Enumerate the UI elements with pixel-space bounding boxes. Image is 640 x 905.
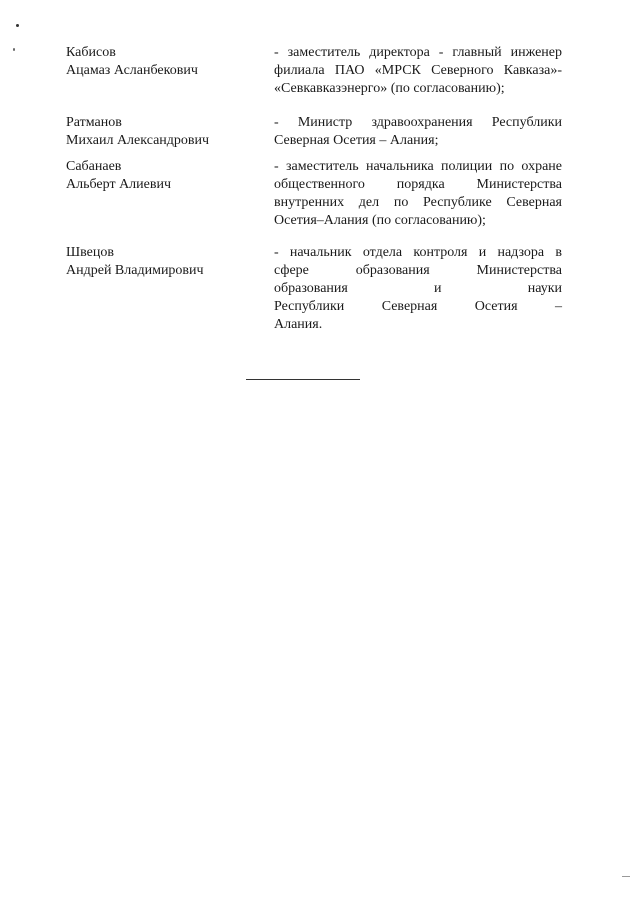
member-role — [274, 44, 562, 98]
member-given-name: Андрей Владимирович — [66, 263, 204, 278]
member-role — [274, 114, 562, 150]
role-line: «Севкавказэнерго» (по согласованию); — [274, 81, 505, 96]
role-line: Алания. — [274, 317, 323, 332]
role-line: Осетия–Алания (по согласованию); — [274, 213, 486, 228]
scan-dot-mark — [13, 48, 15, 51]
member-given-name: Альберт Алиевич — [66, 177, 172, 192]
role-line: - заместитель директора - главный инженер — [274, 45, 562, 60]
member-role — [274, 244, 562, 334]
member-surname: Ратманов — [66, 115, 122, 130]
role-line: Республики Северная Осетия – — [274, 299, 562, 314]
role-line: общественного порядка Министерства — [274, 177, 562, 192]
role-line: - Министр здравоохранения Республики — [274, 115, 562, 130]
role-line: образования и науки — [274, 281, 562, 296]
member-role — [274, 158, 562, 230]
scan-edge-mark — [622, 876, 630, 877]
end-of-list-rule — [246, 379, 360, 380]
role-line: сфере образования Министерства — [274, 263, 562, 278]
role-line: внутренних дел по Республике Северная — [274, 195, 562, 210]
role-line: - заместитель начальника полиции по охране — [274, 159, 562, 174]
member-name — [66, 114, 256, 150]
member-name — [66, 244, 256, 280]
member-surname: Швецов — [66, 245, 114, 260]
member-given-name: Ацамаз Асланбекович — [66, 63, 198, 78]
member-name — [66, 44, 256, 80]
scan-dot-mark — [16, 24, 19, 27]
member-surname: Кабисов — [66, 45, 116, 60]
role-line: - начальник отдела контроля и надзора в — [274, 245, 562, 260]
role-line: Северная Осетия – Алания; — [274, 133, 439, 148]
member-name — [66, 158, 256, 194]
member-given-name: Михаил Александрович — [66, 133, 210, 148]
member-surname: Сабанаев — [66, 159, 122, 174]
role-line: филиала ПАО «МРСК Северного Кавказа»- — [274, 63, 562, 78]
